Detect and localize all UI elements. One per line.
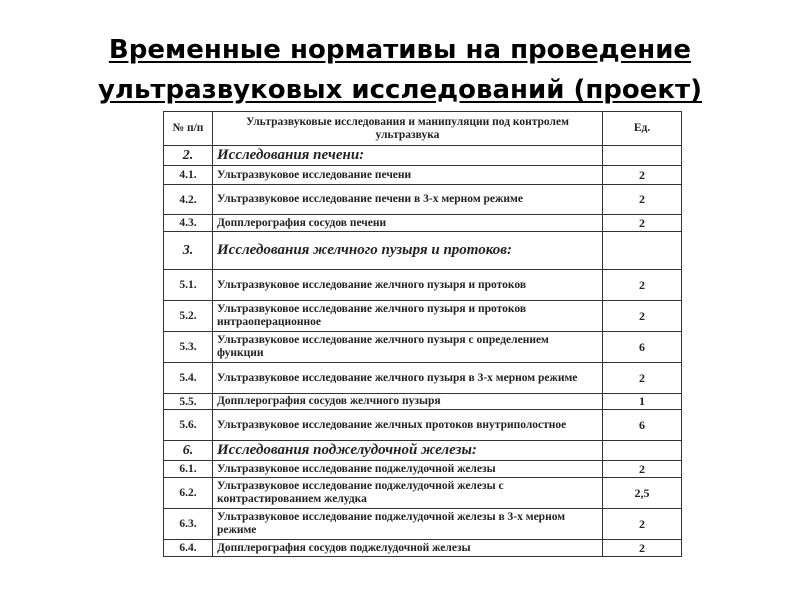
cell-unit: 2,5 (603, 478, 682, 509)
cell-desc: Исследования желчного пузыря и протоков: (213, 232, 603, 270)
cell-num: 6.2. (164, 478, 213, 509)
table-header-row (164, 112, 682, 146)
cell-num: 5.6. (164, 410, 213, 441)
table-row (164, 301, 682, 332)
cell-desc: Ультразвуковое исследование поджелудочной железы с контрастированием желудка (213, 478, 603, 509)
cell-unit (603, 441, 682, 461)
cell-num: 6.3. (164, 509, 213, 540)
cell-desc: Ультразвуковое исследование печени в 3-х мерном режиме (213, 185, 603, 215)
norms-table (163, 111, 682, 557)
table-row (164, 215, 682, 232)
slide-title (0, 30, 800, 110)
cell-num: 5.5. (164, 394, 213, 410)
cell-desc: Исследования печени: (213, 146, 603, 166)
table-section-row (164, 232, 682, 270)
table-row (164, 363, 682, 394)
cell-desc: Ультразвуковое исследование желчного пузыря и протоков интраоперационное (213, 301, 603, 332)
cell-unit (603, 146, 682, 166)
header-unit: Ед. (603, 112, 682, 146)
cell-unit: 2 (603, 509, 682, 540)
cell-num: 6.1. (164, 461, 213, 478)
table-row (164, 540, 682, 557)
table-row (164, 461, 682, 478)
cell-desc: Ультразвуковое исследование желчных протоков внутриполостное (213, 410, 603, 441)
cell-num: 5.4. (164, 363, 213, 394)
cell-unit: 6 (603, 332, 682, 363)
cell-num: 4.3. (164, 215, 213, 232)
cell-desc: Ультразвуковое исследование печени (213, 166, 603, 185)
cell-num: 5.2. (164, 301, 213, 332)
table-row (164, 185, 682, 215)
table-row (164, 332, 682, 363)
cell-num: 4.2. (164, 185, 213, 215)
cell-unit: 2 (603, 270, 682, 301)
cell-desc: Ультразвуковое исследование желчного пузыря в 3-х мерном режиме (213, 363, 603, 394)
slide-title-line-2: ультразвуковых исследований (проект) (97, 75, 703, 105)
cell-num: 6. (164, 441, 213, 461)
cell-desc: Допплерография сосудов желчного пузыря (213, 394, 603, 410)
cell-unit: 2 (603, 166, 682, 185)
cell-num: 5.3. (164, 332, 213, 363)
cell-desc: Исследования поджелудочной железы: (213, 441, 603, 461)
cell-unit: 2 (603, 301, 682, 332)
table-section-row (164, 441, 682, 461)
table-section-row (164, 146, 682, 166)
cell-unit (603, 232, 682, 270)
cell-num: 6.4. (164, 540, 213, 557)
table-row (164, 478, 682, 509)
cell-num: 2. (164, 146, 213, 166)
cell-num: 5.1. (164, 270, 213, 301)
cell-num: 3. (164, 232, 213, 270)
norms-table-container (163, 111, 681, 557)
cell-desc: Допплерография сосудов печени (213, 215, 603, 232)
cell-desc: Ультразвуковое исследование желчного пузыря с определением функции (213, 332, 603, 363)
table-body (164, 146, 682, 557)
cell-unit: 2 (603, 461, 682, 478)
cell-unit: 2 (603, 540, 682, 557)
header-desc: Ультразвуковые исследования и манипуляции под контролем ультразвука (213, 112, 603, 146)
cell-unit: 6 (603, 410, 682, 441)
table-row (164, 394, 682, 410)
cell-desc: Ультразвуковое исследование поджелудочной железы (213, 461, 603, 478)
cell-desc: Ультразвуковое исследование желчного пузыря и протоков (213, 270, 603, 301)
table-row (164, 509, 682, 540)
cell-desc: Допплерография сосудов поджелудочной железы (213, 540, 603, 557)
header-num: № п/п (164, 112, 213, 146)
cell-unit: 2 (603, 363, 682, 394)
table-row (164, 166, 682, 185)
slide-title-line-1: Временные нормативы на проведение (108, 35, 692, 65)
table-row (164, 410, 682, 441)
table-row (164, 270, 682, 301)
cell-num: 4.1. (164, 166, 213, 185)
cell-desc: Ультразвуковое исследование поджелудочной железы в 3-х мерном режиме (213, 509, 603, 540)
cell-unit: 2 (603, 185, 682, 215)
cell-unit: 1 (603, 394, 682, 410)
cell-unit: 2 (603, 215, 682, 232)
